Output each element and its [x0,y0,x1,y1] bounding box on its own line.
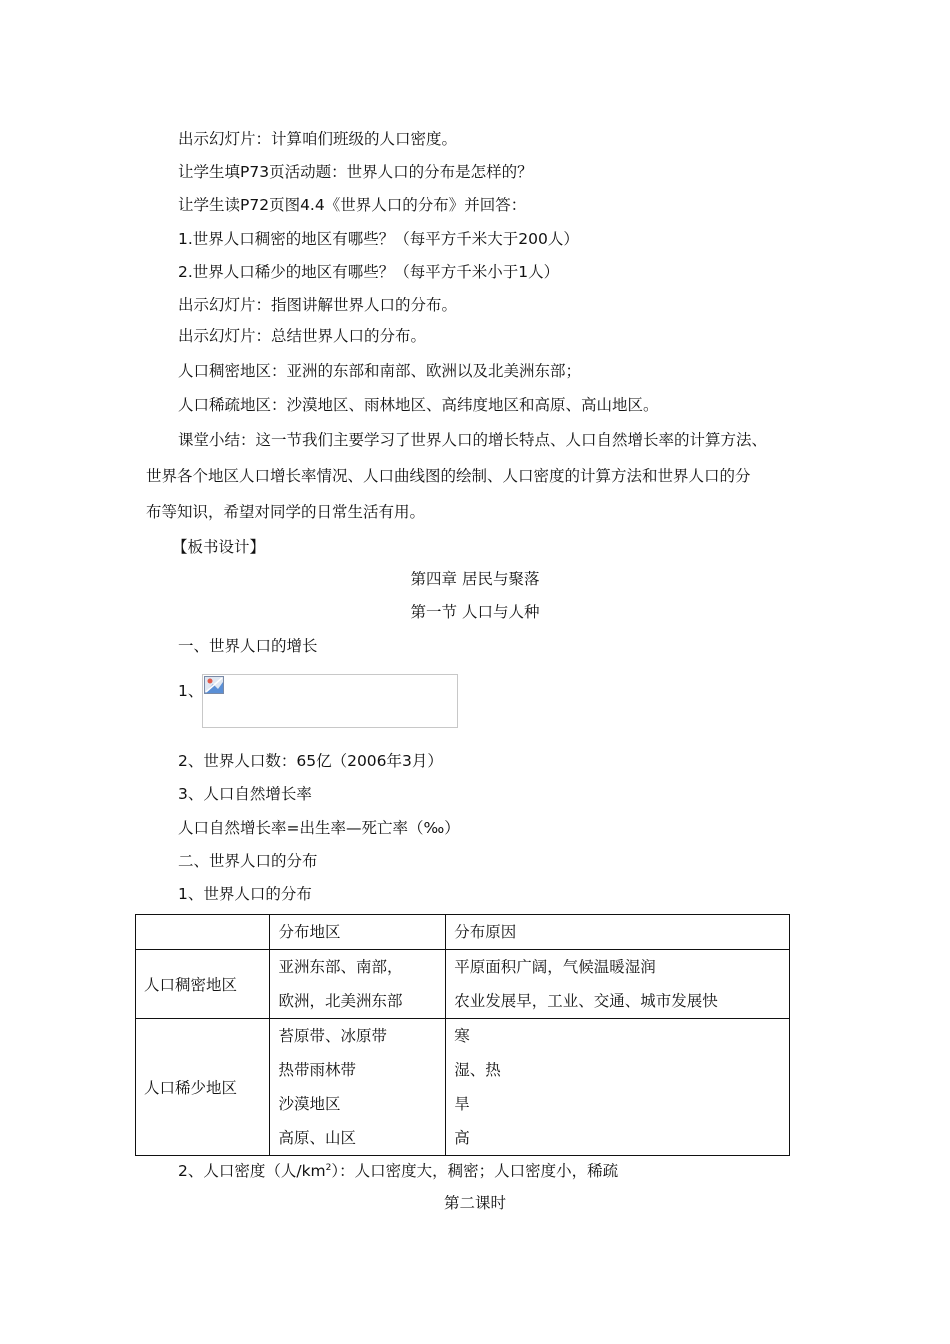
dense-reason-1: 平原面积广阔，气候温暖湿润 [454,958,656,976]
sparse-label: 人口稀少地区 [136,1019,270,1156]
table-header-row [136,915,790,950]
text-line-1: 出示幻灯片：计算咱们班级的人口密度。 [178,130,458,148]
header-blank-cell [136,915,270,950]
distribution-table [135,914,790,1156]
item-3: 3、人口自然增长率 [178,785,312,803]
density-text-end: ）：人口密度大，稠密；人口密度小，稀疏 [331,1162,619,1181]
board-design-heading: 【板书设计】 [172,538,266,556]
chapter-title: 第四章 居民与聚落 [410,570,540,588]
sparse-area-3: 沙漠地区 [278,1095,341,1113]
table-row-dense [136,950,790,1019]
text-line-7: 出示幻灯片：总结世界人口的分布。 [178,327,427,345]
question-1: 1.世界人口稠密的地区有哪些？（每平方千米大于200人） [178,230,579,248]
image-placeholder [202,674,458,728]
sparse-reason-1: 寒 [454,1027,470,1045]
header-reasons: 分布原因 [454,923,517,941]
heading-population-distribution: 二、世界人口的分布 [178,852,318,870]
summary-line-3: 布等知识，希望对同学的日常生活有用。 [146,503,426,521]
text-line-2: 让学生填P73页活动题：世界人口的分布是怎样的？ [178,163,533,181]
sparse-area-1: 苔原带、冰原带 [278,1027,387,1045]
heading-population-growth: 一、世界人口的增长 [178,637,318,655]
dense-area-1: 亚洲东部、南部， [278,958,403,976]
item-2: 2、世界人口数：65亿（2006年3月） [178,752,443,770]
table-row-sparse [136,1019,790,1156]
summary-line-1: 课堂小结：这一节我们主要学习了世界人口的增长特点、人口自然增长率的计算方法、 [178,431,768,449]
sparse-reason-2: 湿、热 [454,1061,501,1079]
sparse-reason-4: 高 [454,1129,470,1147]
dense-area-2: 欧洲，北美洲东部 [278,992,403,1010]
subheading-distribution: 1、世界人口的分布 [178,885,312,903]
dense-label: 人口稠密地区 [136,950,270,1019]
broken-image-icon [204,676,224,694]
sparse-reason-3: 旱 [454,1095,470,1113]
density-text-start: 2、人口密度（人/km [178,1162,326,1181]
section-title: 第一节 人口与人种 [410,603,540,621]
item-1-label: 1、 [178,682,204,700]
growth-rate-formula: 人口自然增长率=出生率—死亡率（‰） [178,819,460,837]
dense-reason-2: 农业发展早，工业、交通、城市发展快 [454,992,718,1010]
density-superscript: 2 [325,1163,332,1173]
second-lesson-title: 第二课时 [443,1194,506,1212]
sparse-areas-line: 人口稀疏地区：沙漠地区、雨林地区、高纬度地区和高原、高山地区。 [178,396,659,414]
dense-areas-line: 人口稠密地区：亚洲的东部和南部、欧洲以及北美洲东部； [178,362,582,380]
text-line-6: 出示幻灯片：指图讲解世界人口的分布。 [178,296,458,314]
text-line-3: 让学生读P72页图4.4《世界人口的分布》并回答： [178,196,527,214]
sparse-area-4: 高原、山区 [278,1129,356,1147]
sparse-area-2: 热带雨林带 [278,1061,356,1079]
header-areas: 分布地区 [278,923,341,941]
population-density-line [178,1158,618,1181]
summary-line-2: 世界各个地区人口增长率情况、人口曲线图的绘制、人口密度的计算方法和世界人口的分 [146,467,751,485]
question-2: 2.世界人口稀少的地区有哪些？（每平方千米小于1人） [178,263,560,281]
